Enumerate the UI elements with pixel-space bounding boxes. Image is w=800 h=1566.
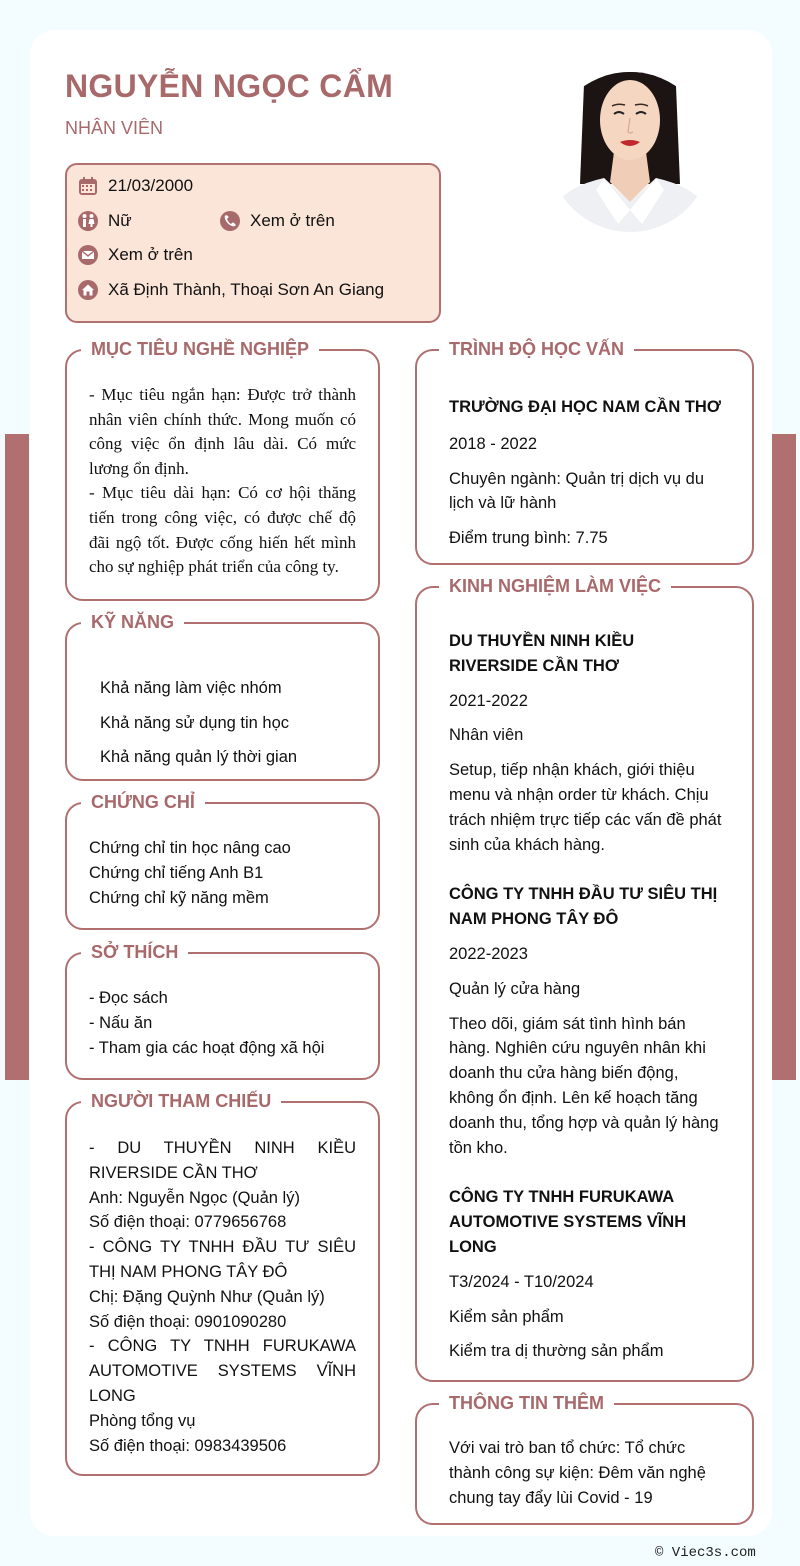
- objective-long-term: - Mục tiêu dài hạn: Có cơ hội thăng tiến trong công việc, có được chế độ đãi ngộ tốt. Được cống hiến hết mình cho sự nghiệp phát triển của công ty.: [89, 483, 356, 577]
- phone-row: [219, 210, 335, 232]
- phone-icon: [219, 210, 241, 232]
- hobbies-section: [65, 942, 380, 1080]
- address-text: Xã Định Thành, Thoại Sơn An Giang: [108, 280, 385, 299]
- job-period: T3/2024 - T10/2024: [449, 1272, 594, 1291]
- gender-text: Nữ: [108, 211, 132, 230]
- job-position: Quản lý cửa hàng: [449, 979, 581, 998]
- certificates-title: CHỨNG CHỈ: [81, 789, 205, 815]
- skill-item: Khả năng quản lý thời gian: [100, 748, 298, 766]
- references-section: [65, 1091, 380, 1476]
- reference-phone: Số điện thoại: 0901090280: [89, 1312, 287, 1331]
- education-major: Chuyên ngành: Quản trị dịch vụ du lịch và lữ hành: [449, 469, 705, 513]
- reference-company: - DU THUYỀN NINH KIỀU RIVERSIDE CẦN THƠ: [89, 1139, 356, 1182]
- hobby-item: - Đọc sách: [89, 989, 168, 1007]
- skill-item: Khả năng sử dụng tin học: [100, 713, 290, 732]
- reference-company: - CÔNG TY TNHH FURUKAWA AUTOMOTIVE SYSTEMS VĨNH LONG: [89, 1337, 356, 1405]
- certificates-section: [65, 792, 380, 930]
- address-row: [77, 279, 384, 301]
- candidate-name: NGUYỄN NGỌC CẨM: [65, 68, 394, 104]
- birthday-text: 21/03/2000: [108, 176, 194, 195]
- objective-title: MỤC TIÊU NGHỀ NGHIỆP: [81, 336, 319, 362]
- email-row: [77, 244, 193, 266]
- hobbies-title: SỞ THÍCH: [81, 939, 188, 965]
- job-position: Kiểm sản phẩm: [449, 1307, 564, 1326]
- job-company: CÔNG TY TNHH ĐẦU TƯ SIÊU THỊ NAM PHONG TÂY ĐÔ: [449, 885, 718, 929]
- skills-title: KỸ NĂNG: [81, 609, 184, 635]
- reference-phone: Số điện thoại: 0983439506: [89, 1436, 287, 1455]
- education-section: [415, 339, 754, 565]
- job-description: Kiểm tra dị thường sản phẩm: [449, 1342, 664, 1361]
- left-accent-bar: [5, 434, 29, 1080]
- education-title: TRÌNH ĐỘ HỌC VẤN: [439, 336, 634, 362]
- job-company: DU THUYỀN NINH KIỀU RIVERSIDE CẦN THƠ: [449, 632, 635, 675]
- certificate-item: Chứng chỉ tin học nâng cao: [89, 839, 291, 857]
- job-period: 2021-2022: [449, 691, 528, 710]
- experience-title: KINH NGHIỆM LÀM VIỆC: [439, 573, 671, 599]
- birthday-row: [77, 175, 193, 197]
- education-school: TRƯỜNG ĐẠI HỌC NAM CẦN THƠ: [449, 398, 721, 416]
- certificate-item: Chứng chỉ kỹ năng mềm: [89, 888, 269, 907]
- job-period: 2022-2023: [449, 944, 528, 963]
- hobby-item: - Nấu ăn: [89, 1013, 153, 1032]
- home-icon: [77, 279, 99, 301]
- extra-info-title: THÔNG TIN THÊM: [439, 1390, 614, 1416]
- certificate-item: Chứng chỉ tiếng Anh B1: [89, 863, 264, 882]
- references-title: NGƯỜI THAM CHIẾU: [81, 1088, 281, 1114]
- email-text: Xem ở trên: [108, 245, 193, 264]
- envelope-icon: [77, 244, 99, 266]
- gender-icon: [77, 210, 99, 232]
- skill-item: Khả năng làm việc nhóm: [100, 679, 282, 697]
- education-gpa: Điểm trung bình: 7.75: [449, 529, 608, 548]
- profile-photo: [548, 34, 712, 232]
- phone-text: Xem ở trên: [250, 211, 335, 230]
- reference-person: Phòng tổng vụ: [89, 1411, 196, 1430]
- objective-short-term: - Mục tiêu ngắn hạn: Được trở thành nhân viên chính thức. Mong muốn có công việc ổn định lâu dài. Có mức lương ổn định.: [89, 385, 356, 478]
- job-position: Nhân viên: [449, 726, 524, 745]
- footer-watermark: © Viec3s.com: [655, 1545, 756, 1561]
- extra-info-text: Với vai trò ban tổ chức: Tổ chức thành công sự kiện: Đêm văn nghệ chung tay đẩy lùi Covid - 19: [449, 1439, 706, 1507]
- job-description: Theo dõi, giám sát tình hình bán hàng. Nghiên cứu nguyên nhân khi doanh thu cửa hàng biến động, không ổn định. Lên kế hoạch tăng doanh thu, tổng hợp và quản lý hàng tồn kho.: [449, 1014, 719, 1157]
- job-company: CÔNG TY TNHH FURUKAWA AUTOMOTIVE SYSTEMS VĨNH LONG: [449, 1188, 687, 1256]
- contact-info-box: [65, 163, 441, 323]
- job-description: Setup, tiếp nhận khách, giới thiệu menu và nhận order từ khách. Chịu trách nhiệm trực tiếp các vấn đề phát sinh của khách hàng.: [449, 761, 722, 854]
- candidate-role: NHÂN VIÊN: [65, 118, 164, 138]
- gender-row: [77, 210, 132, 232]
- reference-person: Anh: Nguyễn Ngọc (Quản lý): [89, 1188, 300, 1207]
- hobby-item: - Tham gia các hoạt động xã hội: [89, 1038, 325, 1057]
- education-period: 2018 - 2022: [449, 434, 538, 453]
- experience-section: [415, 576, 754, 1382]
- reference-phone: Số điện thoại: 0779656768: [89, 1213, 287, 1232]
- reference-company: - CÔNG TY TNHH ĐẦU TƯ SIÊU THỊ NAM PHONG TÂY ĐÔ: [89, 1238, 356, 1281]
- extra-info-section: [415, 1393, 754, 1525]
- objective-section: [65, 339, 380, 601]
- calendar-icon: [77, 175, 99, 197]
- reference-person: Chị: Đặng Quỳnh Như (Quản lý): [89, 1287, 325, 1306]
- skills-section: [65, 612, 380, 781]
- right-accent-bar: [772, 434, 796, 1080]
